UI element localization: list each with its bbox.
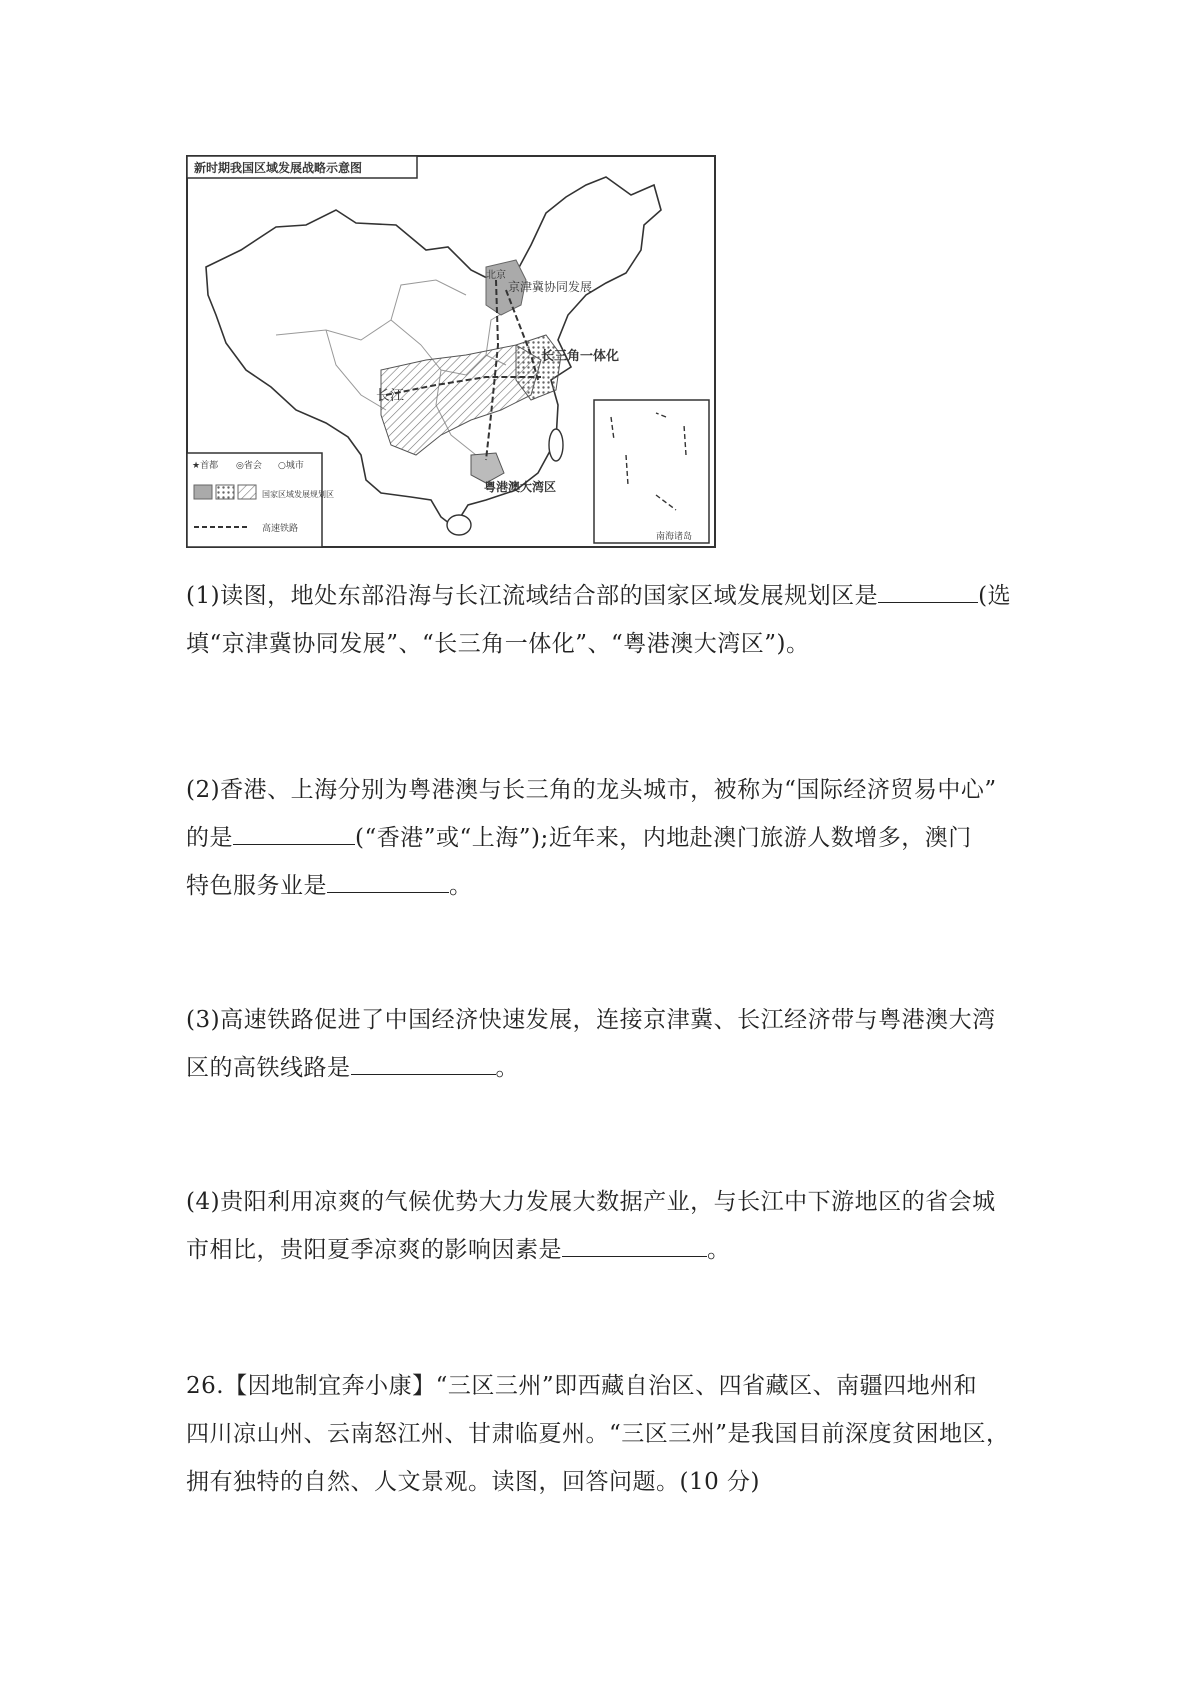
map-title: 新时期我国区域发展战略示意图: [194, 161, 363, 175]
q1-text-after: (选填“京津冀协同发展”、“长三角一体化”、“粤港澳大湾区”)。: [186, 583, 1012, 657]
question-1: [186, 572, 1026, 668]
question-2: [186, 766, 1026, 910]
label-jingjinji: 京津冀协同发展: [508, 280, 593, 294]
q3-answer-blank[interactable]: [351, 1048, 496, 1075]
label-changsanjiao: 长三角一体化: [541, 349, 620, 364]
question-26: [186, 1362, 1026, 1506]
q26-line1: 26.【因地制宜奔小康】“三区三州”即西藏自治区、四省藏区、南疆四地州和: [186, 1373, 978, 1399]
q26-line3: 拥有独特的自然、人文景观。读图，回答问题。(10 分): [186, 1469, 761, 1495]
q2-line3-after: 。: [449, 873, 473, 899]
legend-swatch-dots: [216, 485, 234, 499]
legend-city: ○城市: [278, 461, 304, 471]
hainan-island: [447, 515, 471, 535]
taiwan-island: [549, 429, 563, 461]
q2-answer-blank-2[interactable]: [327, 866, 449, 893]
q4-answer-blank[interactable]: [562, 1230, 707, 1257]
label-changjiang: 长江: [376, 388, 404, 404]
legend-swatch-hatch: [238, 485, 256, 499]
legend-capital: ★首都: [192, 461, 219, 471]
legend-railway: 高速铁路: [262, 524, 299, 534]
q2-line2-after: (“香港”或“上海”);近年来，内地赴澳门旅游人数增多，澳门: [355, 825, 972, 851]
q2-line1: (2)香港、上海分别为粤港澳与长三角的龙头城市，被称为“国际经济贸易中心”: [186, 777, 997, 803]
q4-line2-after: 。: [707, 1237, 731, 1263]
inset-label: 南海诸岛: [656, 532, 693, 542]
question-4: [186, 1178, 1026, 1274]
legend-region-plan: 国家区域发展规划区: [262, 490, 334, 499]
q2-line3-before: 特色服务业是: [186, 873, 327, 899]
label-beijing: 北京: [486, 270, 506, 281]
q3-line2-before: 区的高铁线路是: [186, 1055, 351, 1081]
legend-province: ◎省会: [236, 461, 262, 471]
q4-line2-before: 市相比，贵阳夏季凉爽的影响因素是: [186, 1237, 562, 1263]
q3-line1: (3)高速铁路促进了中国经济快速发展，连接京津冀、长江经济带与粤港澳大湾: [186, 1007, 996, 1033]
question-3: [186, 996, 1026, 1092]
q1-answer-blank[interactable]: [878, 576, 978, 603]
q26-line2: 四川凉山州、云南怒江州、甘肃临夏州。“三区三州”是我国目前深度贫困地区，: [186, 1421, 1010, 1447]
china-map-svg: [186, 155, 716, 548]
q3-line2-after: 。: [495, 1055, 519, 1081]
legend-swatch-gray: [194, 485, 212, 499]
region-strategy-map: [186, 155, 716, 548]
q4-line1: (4)贵阳利用凉爽的气候优势大力发展大数据产业，与长江中下游地区的省会城: [186, 1189, 996, 1215]
q2-line2-before: 的是: [186, 825, 233, 851]
q2-answer-blank-1[interactable]: [233, 818, 355, 845]
q1-text-before: (1)读图，地处东部沿海与长江流域结合部的国家区域发展规划区是: [186, 583, 879, 609]
label-yuegangao: 粤港澳大湾区: [484, 480, 557, 494]
